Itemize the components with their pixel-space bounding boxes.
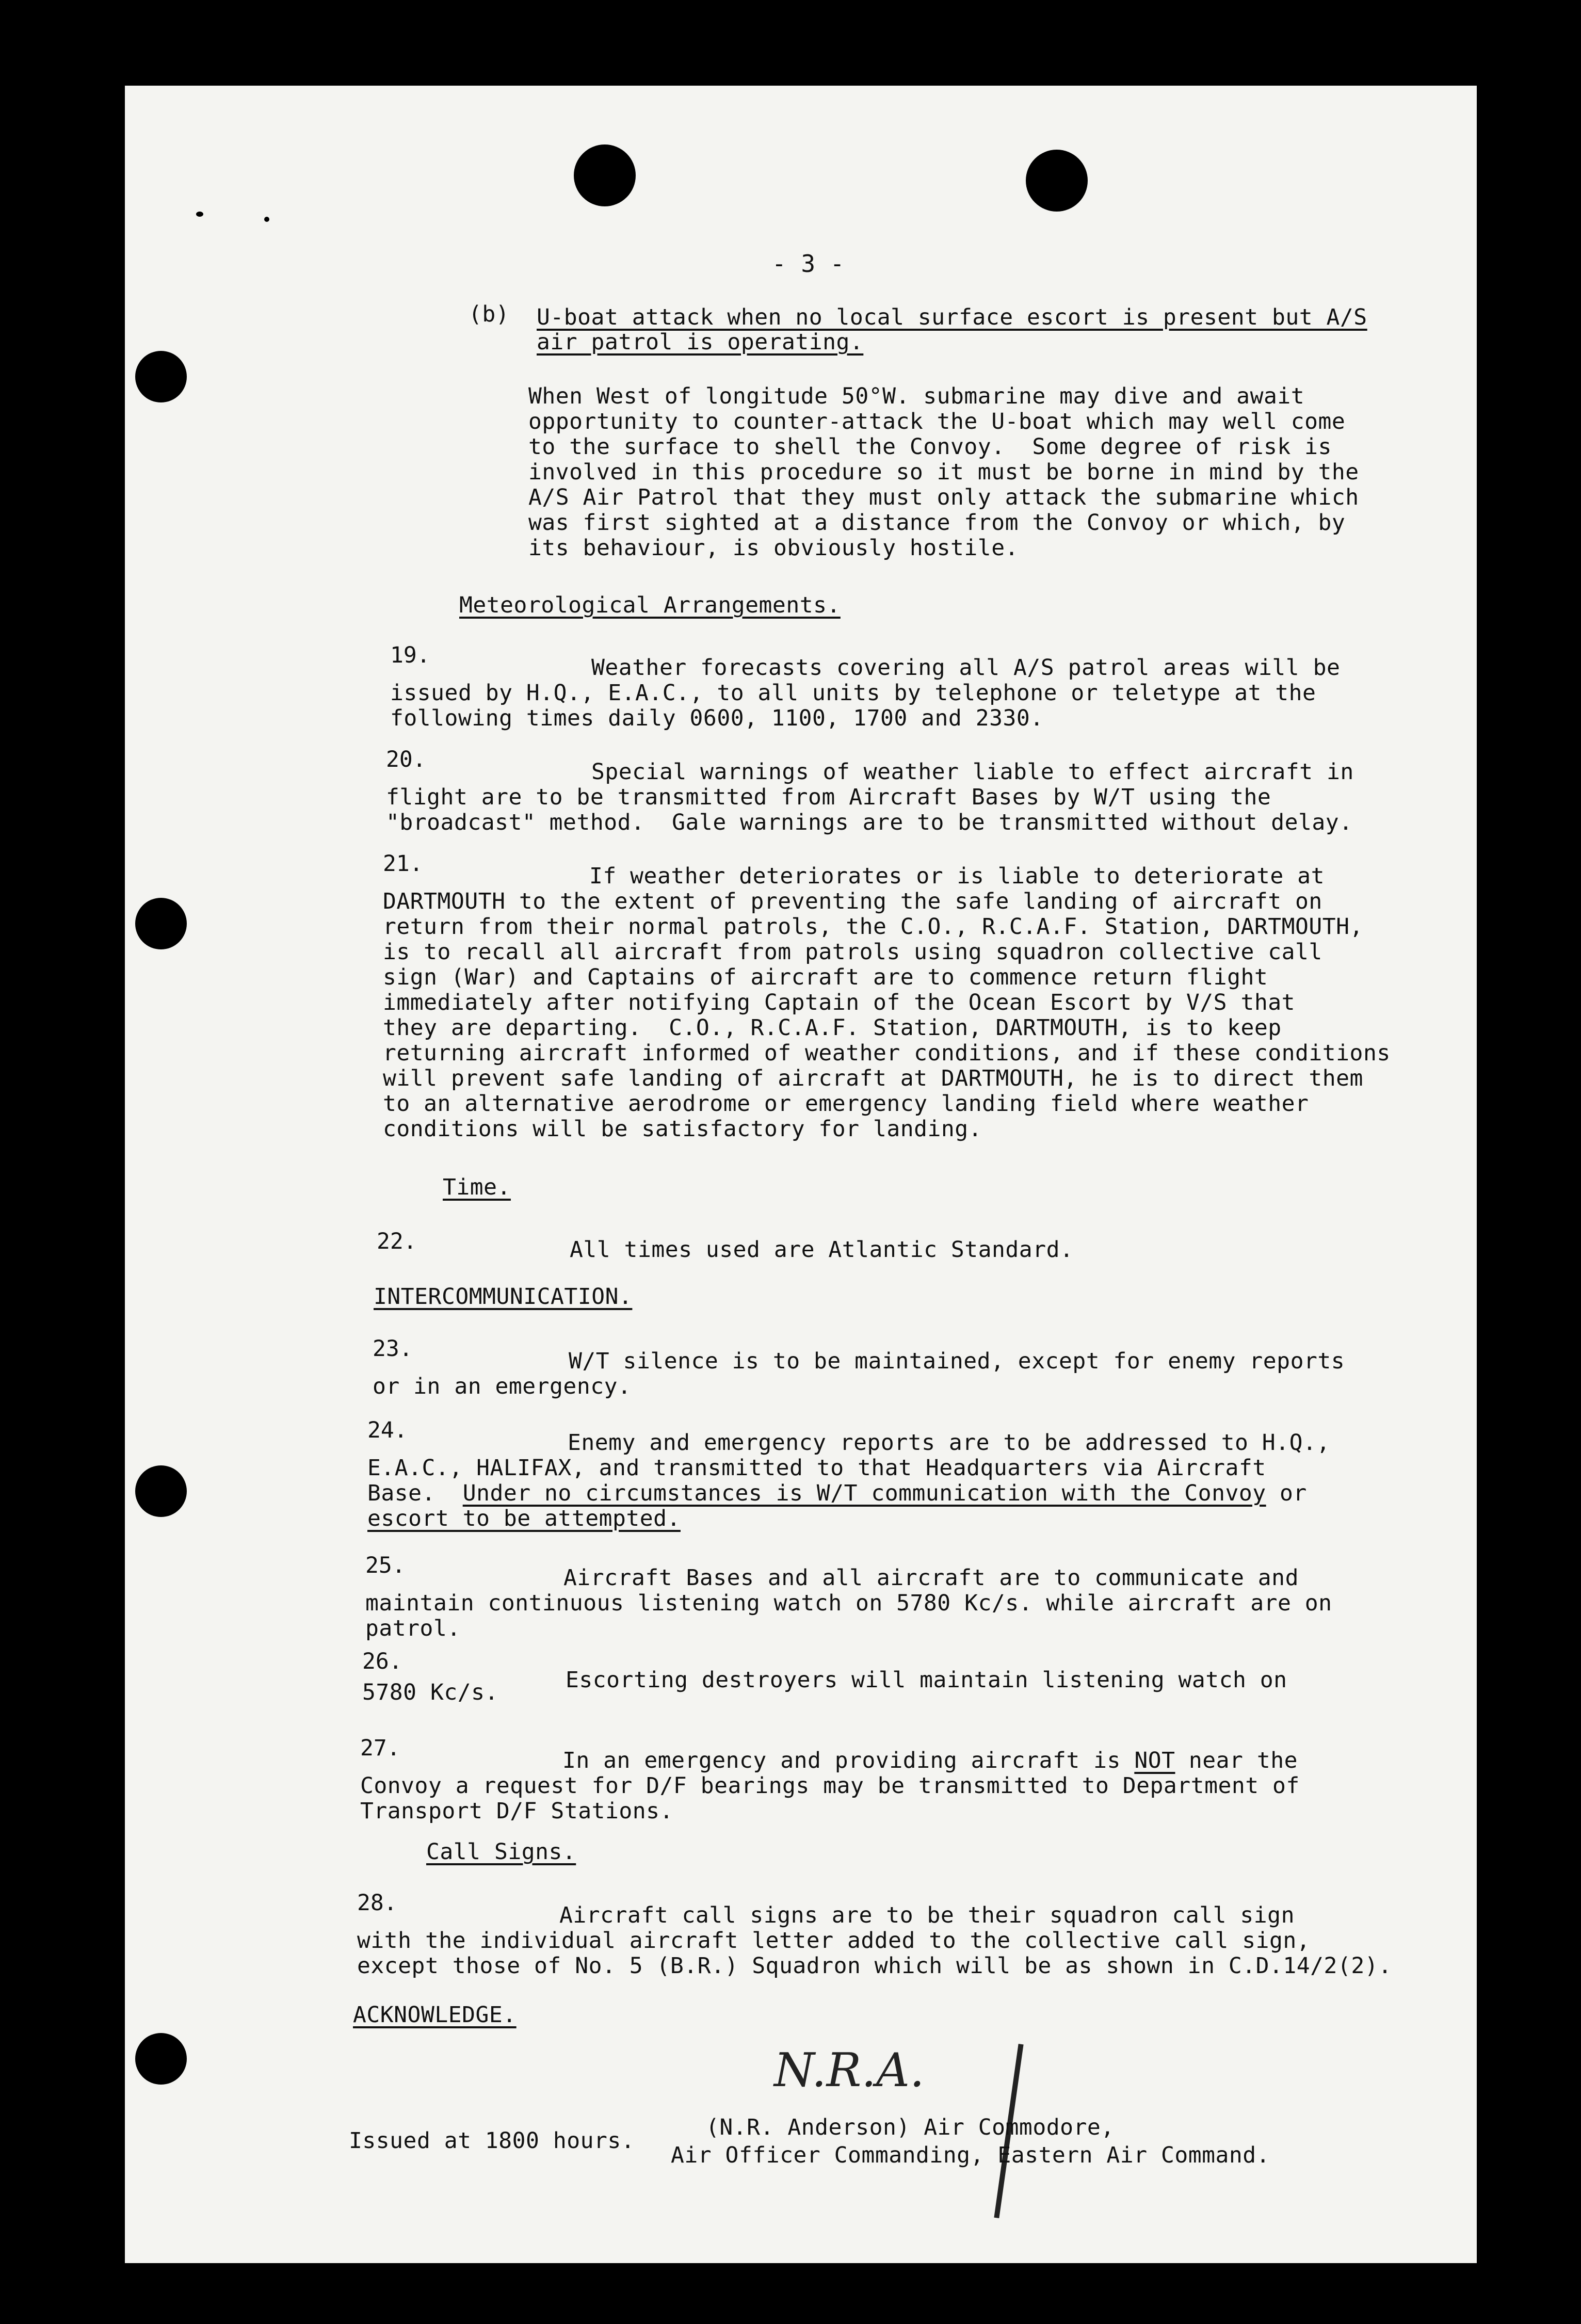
signature-title-line: Air Officer Commanding, Eastern Air Command. — [671, 2142, 1270, 2168]
paragraph-24-line3-underlined: Under no circumstances is W/T communication with the Convoy — [462, 1480, 1266, 1506]
section-b-heading-line2: air patrol is operating. — [537, 329, 864, 355]
paragraph-25: Aircraft Bases and all aircraft are to communicate and maintain continuous listening watch on 5780 Kc/s. while aircraft are on patrol. — [365, 1565, 1332, 1641]
punch-hole-left-3 — [135, 1465, 187, 1517]
paragraph-number-19: 19. — [390, 642, 430, 668]
paragraph-24-line3-plain: Base. — [367, 1480, 463, 1506]
issued-time: Issued at 1800 hours. — [349, 2128, 635, 2154]
heading-intercommunication: INTERCOMMUNICATION. — [374, 1284, 633, 1310]
paragraph-24-line4: escort to be attempted. — [367, 1506, 681, 1531]
paragraph-number-22: 22. — [377, 1229, 417, 1254]
signature-name-line: (N.R. Anderson) Air Commodore, — [706, 2115, 1115, 2140]
paragraph-27-rest: Convoy a request for D/F bearings may be transmitted to Department of Transport D/F Stations. — [360, 1773, 1300, 1824]
speck-mark — [196, 212, 203, 217]
paragraph-22: All times used are Atlantic Standard. — [570, 1237, 1074, 1263]
heading-meteorological: Meteorological Arrangements. — [459, 592, 841, 618]
punch-hole-left-1 — [135, 351, 187, 402]
punch-hole-top-left — [574, 144, 636, 206]
paragraph-23: W/T silence is to be maintained, except for enemy reports or in an emergency. — [373, 1348, 1345, 1399]
paragraph-24-line1: Enemy and emergency reports are to be addressed to H.Q., — [568, 1430, 1330, 1456]
paragraph-19: Weather forecasts covering all A/S patrol areas will be issued by H.Q., E.A.C., to all units by telephone or teletype at the following times daily 0600, 1100, 1700 and 2330. — [390, 655, 1341, 731]
paragraph-27-not: NOT — [1134, 1748, 1175, 1773]
punch-hole-top-right — [1026, 150, 1088, 212]
paragraph-26-line2: 5780 Kc/s. — [362, 1680, 498, 1705]
paragraph-26: Escorting destroyers will maintain listening watch on — [566, 1667, 1287, 1693]
paragraph-number-25: 25. — [365, 1553, 406, 1578]
paragraph-number-27: 27. — [360, 1735, 400, 1761]
page-number: - 3 - — [772, 250, 845, 278]
paragraph-24-line3-tail: or — [1266, 1480, 1307, 1506]
paragraph-number-23: 23. — [373, 1336, 413, 1362]
paragraph-number-26: 26. — [362, 1649, 402, 1674]
paragraph-27-line1 — [562, 1748, 1298, 1773]
heading-acknowledge: ACKNOWLEDGE. — [353, 2002, 517, 2028]
heading-call-signs: Call Signs. — [426, 1839, 576, 1865]
paragraph-27-text-b: near the — [1175, 1748, 1298, 1773]
paragraph-number-20: 20. — [386, 747, 426, 772]
paragraph-21: If weather deteriorates or is liable to deteriorate at DARTMOUTH to the extent of preventing the safe landing of aircraft on return from their normal patrols, the C.O., R.C.A.F. Station, DARTMOUTH, is to recall all aircraft from patrols using squadron collective call sign (War) and Captains of aircraft are to commence return flight immediately after notifying Captain of the Ocean Escort by V/S that they are departing. C.O., R.C.A.F. Station, DARTMOUTH, is to keep returning aircraft informed of weather conditions, and if these conditions will prevent safe landing of aircraft at DARTMOUTH, he is to direct them to an alternative aerodrome or emergency landing field where weather conditions will be satisfactory for landing. — [383, 863, 1391, 1142]
paragraph-28: Aircraft call signs are to be their squadron call sign with the individual aircraft letter added to the collective call sign, except those of No. 5 (B.R.) Squadron which will be as shown in C.D.14/2(2). — [357, 1902, 1392, 1979]
speck-mark — [264, 217, 269, 222]
signature-initials: N.R.A. — [774, 2043, 925, 2097]
paragraph-number-28: 28. — [357, 1890, 397, 1916]
heading-time: Time. — [443, 1174, 511, 1200]
paragraph-20: Special warnings of weather liable to effect aircraft in flight are to be transmitted from Aircraft Bases by W/T using the "broadcast" method. Gale warnings are to be transmitted without delay. — [386, 759, 1354, 835]
punch-hole-left-4 — [135, 2033, 187, 2085]
paragraph-24-line3 — [367, 1481, 1307, 1506]
paragraph-24-line2: E.A.C., HALIFAX, and transmitted to that Headquarters via Aircraft — [367, 1455, 1266, 1481]
paragraph-number-21: 21. — [383, 851, 423, 877]
paragraph-27-text-a: In an emergency and providing aircraft is — [562, 1748, 1135, 1773]
paragraph-number-24: 24. — [367, 1417, 408, 1443]
section-b-body: When West of longitude 50°W. submarine may dive and await opportunity to counter-attack the U-boat which may well come to the surface to shell the Convoy. Some degree of risk is involved in this procedure so it must be borne in mind by the A/S Air Patrol that they must only attack the submarine which was first sighted at a distance from the Convoy or which, by its behaviour, is obviously hostile. — [528, 383, 1359, 561]
punch-hole-left-2 — [135, 898, 187, 949]
section-b-heading-line1: U-boat attack when no local surface escort is present but A/S — [537, 304, 1367, 330]
section-b-label: (b) — [469, 301, 510, 327]
